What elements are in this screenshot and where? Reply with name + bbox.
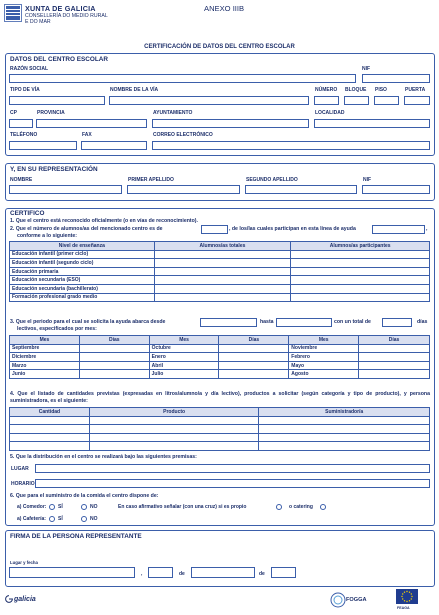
tipo-via-field[interactable] — [9, 96, 105, 105]
rep-nif-label: NIF — [363, 177, 372, 183]
mes-header: Mes — [10, 336, 80, 345]
table-row — [10, 267, 430, 276]
nivel-cell: Educación infantil (segundo ciclo) — [10, 259, 155, 268]
org-name: XUNTA DE GALICIA — [25, 4, 96, 13]
lugar-fecha-label: Lugar y fecha — [10, 560, 38, 565]
section-certifico-title: CERTIFICO — [10, 210, 45, 217]
lugar-label: LUGAR — [11, 466, 29, 472]
segundo-apellido-label: SEGUNDO APELLIDO — [246, 177, 298, 183]
localidad-label: LOCALIDAD — [315, 110, 345, 116]
firma-comma: , — [141, 571, 143, 577]
org-dept-line-2: E DO MAR — [25, 19, 51, 25]
table-row — [10, 425, 430, 434]
bloque-field[interactable] — [344, 96, 369, 105]
producto-cell[interactable] — [89, 433, 259, 442]
alumnos-participan-field[interactable] — [372, 225, 428, 234]
point-6-text: 6. Que para el suministro de la comida el centro dispone de: — [10, 493, 159, 499]
participantes-cell[interactable] — [291, 284, 430, 293]
correo-field[interactable] — [152, 141, 430, 150]
comedor-si-radio[interactable] — [49, 504, 55, 510]
month-cell: Julio — [149, 370, 219, 379]
galicia-logo — [5, 594, 36, 604]
suministrador-cell[interactable] — [259, 425, 430, 434]
dias-header: Días — [79, 336, 149, 345]
cantidad-cell[interactable] — [10, 425, 90, 434]
numero-label: NÚMERO — [315, 87, 338, 93]
xunta-logo — [4, 4, 22, 22]
nivel-cell: Formación profesional grado medio — [10, 293, 155, 302]
page-title: CERTIFICACIÓN DE DATOS DEL CENTRO ESCOLAR — [144, 44, 295, 50]
razon-social-field[interactable] — [9, 74, 356, 83]
dias-header: Días — [359, 336, 430, 345]
table-row — [10, 344, 430, 353]
localidad-field[interactable] — [314, 119, 430, 128]
cafeteria-label: a) Cafetería: — [17, 516, 46, 522]
mes-header: Mes — [149, 336, 219, 345]
dia-field[interactable] — [148, 567, 173, 578]
month-cell: Abril — [149, 361, 219, 370]
tipo-via-label: TIPO DE VÍA — [10, 87, 40, 93]
total-cell[interactable] — [154, 250, 291, 259]
month-cell: Noviembre — [289, 344, 359, 353]
producto-cell[interactable] — [89, 425, 259, 434]
comedor-si-label: SÍ — [58, 504, 63, 510]
table-row — [10, 276, 430, 285]
horario-label: HORARIO — [11, 481, 35, 487]
nombre-field[interactable] — [9, 185, 122, 194]
total-cell[interactable] — [154, 259, 291, 268]
primer-apellido-label: PRIMER APELLIDO — [128, 177, 174, 183]
days-cell[interactable] — [79, 344, 149, 353]
days-cell[interactable] — [359, 361, 430, 370]
provincia-field[interactable] — [36, 119, 147, 128]
table-row — [10, 433, 430, 442]
point-5-text: 5. Que la distribución en el centro se realizará bajo las siguientes premisas: — [10, 454, 197, 460]
days-cell[interactable] — [79, 370, 149, 379]
section-centro-title: DATOS DEL CENTRO ESCOLAR — [10, 56, 108, 63]
point-3-text-b: hasta — [260, 319, 274, 325]
catering-label: o catering — [289, 504, 313, 510]
total-cell[interactable] — [154, 276, 291, 285]
point-2-text-a: 2. Que el número de alumnos/as del mencionado centro es de — [10, 226, 163, 232]
comedor-label: a) Comedor: — [17, 504, 47, 510]
eu-stars-icon — [396, 589, 418, 604]
month-cell: Marzo — [10, 361, 80, 370]
table-header: Alumnos/as participantes — [291, 242, 430, 251]
table-row — [10, 442, 430, 451]
section-firma-title: FIRMA DE LA PERSONA REPRESENTANTE — [10, 533, 142, 540]
nombre-via-label: NOMBRE DE LA VÍA — [110, 87, 159, 93]
point-2-text-d: conforme a lo siguiente: — [17, 233, 77, 239]
catering-radio[interactable] — [320, 504, 326, 510]
point-1-text: 1. Que el centro está reconocido oficialmente (o en vías de reconocimiento). — [10, 218, 198, 224]
table-row — [10, 361, 430, 370]
days-cell[interactable] — [359, 353, 430, 362]
table-row — [10, 284, 430, 293]
month-cell: Septiembre — [10, 344, 80, 353]
nivel-cell: Educación secundaria (ESO) — [10, 276, 155, 285]
comedor-no-radio[interactable] — [81, 504, 87, 510]
days-cell[interactable] — [219, 361, 289, 370]
total-cell[interactable] — [154, 293, 291, 302]
days-cell[interactable] — [359, 344, 430, 353]
suministrador-cell[interactable] — [259, 416, 430, 425]
nif-field[interactable] — [362, 74, 430, 83]
puerta-label: PUERTA — [405, 87, 426, 93]
segundo-apellido-field[interactable] — [245, 185, 357, 194]
participantes-cell[interactable] — [291, 250, 430, 259]
galicia-mark-icon — [5, 595, 13, 603]
mes-header: Mes — [289, 336, 359, 345]
tipo-comedor-text: En caso afirmativo señalar (con una cruz) si es propio — [118, 504, 247, 510]
suministrador-cell[interactable] — [259, 433, 430, 442]
point-3-text-a: 3. Que el periodo para el cual se solicita la ayuda abarca desde — [10, 319, 166, 325]
days-cell[interactable] — [79, 353, 149, 362]
comedor-no-label: NO — [90, 504, 98, 510]
periodo-hasta-field[interactable] — [276, 318, 332, 327]
total-cell[interactable] — [154, 284, 291, 293]
cp-label: CP — [10, 110, 17, 116]
cantidad-cell[interactable] — [10, 433, 90, 442]
cafeteria-si-label: SÍ — [58, 516, 63, 522]
meses-table — [9, 335, 430, 379]
point-4-text: 4. Que el listado de cantidades previstas (expresadas en litros/alumno/a y día lectivo), productos a solicitar (según categoría y tipo de producto), y persona suministradora, es el siguiente: — [10, 391, 430, 404]
fax-field[interactable] — [81, 141, 147, 150]
primer-apellido-field[interactable] — [127, 185, 240, 194]
table-header: Cantidad — [10, 408, 90, 417]
nivel-cell: Educación secundaria (bachillerato) — [10, 284, 155, 293]
fogga-logo — [330, 590, 376, 610]
razon-social-label: RAZÓN SOCIAL — [10, 66, 49, 72]
table-row — [10, 353, 430, 362]
point-3-text-d: días — [417, 319, 428, 325]
periodo-desde-field[interactable] — [200, 318, 257, 327]
cantidad-cell[interactable] — [10, 442, 90, 451]
table-header: Producto — [89, 408, 259, 417]
nivel-cell: Educación primaria — [10, 267, 155, 276]
participantes-cell[interactable] — [291, 267, 430, 276]
point-2-text-b: , de los/las cuales participan en esta línea de ayuda — [229, 226, 356, 232]
fax-label: FAX — [82, 132, 92, 138]
month-cell: Diciembre — [10, 353, 80, 362]
piso-label: PISO — [375, 87, 387, 93]
days-cell[interactable] — [219, 370, 289, 379]
days-cell[interactable] — [219, 344, 289, 353]
participantes-cell[interactable] — [291, 276, 430, 285]
suministrador-cell[interactable] — [259, 442, 430, 451]
piso-field[interactable] — [374, 96, 399, 105]
section-representacion-title: Y, EN SU REPRESENTACIÓN — [10, 166, 98, 173]
table-row — [10, 293, 430, 302]
nombre-via-field[interactable] — [109, 96, 309, 105]
table-header: Alumnos/as totales — [154, 242, 291, 251]
days-cell[interactable] — [359, 370, 430, 379]
total-dias-field[interactable] — [382, 318, 412, 327]
org-dept-line-1: CONSELLERÍA DO MEDIO RURAL — [25, 13, 108, 19]
anio-field[interactable] — [271, 567, 296, 578]
table-row — [10, 259, 430, 268]
telefono-field[interactable] — [9, 141, 77, 150]
table-row — [10, 250, 430, 259]
alumnos-total-field[interactable] — [201, 225, 228, 234]
lugar-field[interactable] — [35, 464, 430, 473]
days-cell[interactable] — [79, 361, 149, 370]
total-cell[interactable] — [154, 267, 291, 276]
eu-flag — [396, 589, 418, 604]
niveles-table — [9, 241, 430, 302]
horario-field[interactable] — [35, 479, 430, 488]
fogga-wordmark: FOGGA — [346, 597, 367, 603]
cafeteria-no-radio[interactable] — [81, 516, 87, 522]
participantes-cell[interactable] — [291, 259, 430, 268]
cantidad-cell[interactable] — [10, 416, 90, 425]
cp-field[interactable] — [9, 119, 33, 128]
days-cell[interactable] — [219, 353, 289, 362]
cafeteria-si-radio[interactable] — [49, 516, 55, 522]
producto-cell[interactable] — [89, 416, 259, 425]
dias-header: Días — [219, 336, 289, 345]
table-row — [10, 416, 430, 425]
nif-label: NIF — [362, 66, 371, 72]
provincia-label: PROVINCIA — [37, 110, 65, 116]
puerta-field[interactable] — [404, 96, 430, 105]
producto-cell[interactable] — [89, 442, 259, 451]
point-3-text-c: con un total de — [334, 319, 371, 325]
firma-de-2: de — [259, 571, 265, 577]
feaga-label: FEAGA — [397, 606, 410, 610]
bloque-label: BLOQUE — [345, 87, 367, 93]
correo-label: CORREO ELECTRÓNICO — [153, 132, 213, 138]
firma-de-1: de — [179, 571, 185, 577]
month-cell: Octubre — [149, 344, 219, 353]
numero-field[interactable] — [314, 96, 339, 105]
mes-field[interactable] — [191, 567, 255, 578]
nivel-cell: Educación infantil (primer ciclo) — [10, 250, 155, 259]
ayuntamiento-field[interactable] — [152, 119, 309, 128]
month-cell: Mayo — [289, 361, 359, 370]
month-cell: Agosto — [289, 370, 359, 379]
ayuntamiento-label: AYUNTAMIENTO — [153, 110, 193, 116]
month-cell: Febrero — [289, 353, 359, 362]
telefono-label: TELÉFONO — [10, 132, 38, 138]
productos-table — [9, 407, 430, 451]
point-3-text-e: lectivos, especificados por mes: — [17, 326, 97, 332]
propio-radio[interactable] — [276, 504, 282, 510]
participantes-cell[interactable] — [291, 293, 430, 302]
annex-label: ANEXO IIIB — [204, 4, 245, 13]
nombre-label: NOMBRE — [10, 177, 33, 183]
month-cell: Enero — [149, 353, 219, 362]
fogga-emblem-icon — [330, 592, 346, 608]
month-cell: Junio — [10, 370, 80, 379]
point-2-text-c: , — [426, 226, 428, 232]
table-row — [10, 370, 430, 379]
galicia-wordmark: galicia — [14, 595, 36, 603]
table-header: Nivel de enseñanza — [10, 242, 155, 251]
table-header: Suministrador/a — [259, 408, 430, 417]
cafeteria-no-label: NO — [90, 516, 98, 522]
rep-nif-field[interactable] — [362, 185, 430, 194]
lugar-firma-field[interactable] — [9, 567, 135, 578]
